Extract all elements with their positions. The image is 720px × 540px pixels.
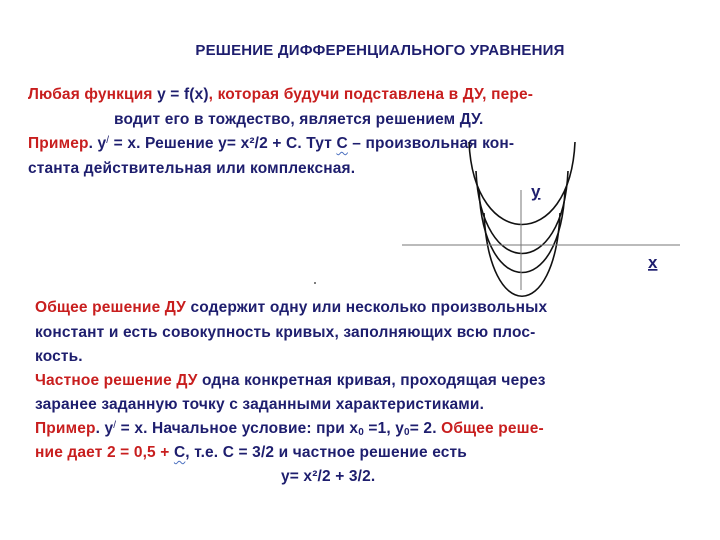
example2-prime: / (113, 420, 117, 431)
example2-general-term: Общее реше- (441, 420, 544, 437)
example2-constant: C (173, 444, 186, 461)
example1-label: Пример (28, 135, 89, 152)
example2-line-1 (35, 420, 544, 438)
parabola-curve-1 (469, 142, 575, 225)
example2-text-d: = 2. (409, 420, 442, 437)
example1-text-c: – произвольная кон- (347, 135, 515, 152)
example1-prime: / (106, 135, 110, 146)
example1-text-a: . y (88, 135, 107, 152)
example2-line-2-a: ние дает 2 = 0,5 + (35, 444, 174, 461)
definition-line-2: водит его в тождество, является решением ДУ. (114, 111, 484, 128)
example1-text-b: = x. Решение y= x²/2 + C. Тут (109, 135, 337, 152)
example2-label: Пример (35, 420, 96, 437)
example1-constant: C (336, 135, 348, 152)
x-axis-label: x (648, 253, 658, 272)
particular-term: Частное решение ДУ (35, 372, 198, 389)
general-term: Общее решение ДУ (35, 299, 186, 316)
example2-line-2 (35, 444, 467, 462)
definition-rest: , которая будучи подставлена в ДУ, пере- (208, 86, 534, 103)
example2-sub-x: 0 (358, 427, 364, 438)
page-title: РЕШЕНИЕ ДИФФЕРЕНЦИАЛЬНОГО УРАВНЕНИЯ (195, 42, 565, 59)
particular-text: одна конкретная кривая, проходящая через (197, 372, 546, 389)
example1-line-2: станта действительная или комплексная. (28, 160, 356, 177)
definition-lead: Любая функция (28, 86, 158, 103)
point-marker (314, 282, 316, 284)
general-line-3: кость. (35, 348, 83, 365)
particular-line-2: заранее заданную точку с заданными характеристиками. (35, 396, 485, 413)
parabola-curve-2 (476, 171, 568, 254)
definition-function: y = f(x) (157, 86, 209, 103)
parabola-family-icon (469, 142, 575, 296)
general-text: содержит одну или несколько произвольных (185, 299, 548, 316)
example2-text-c: =1, y (363, 420, 405, 437)
general-line-1 (35, 299, 547, 317)
example2-text-a: . y (95, 420, 114, 437)
particular-line-1 (35, 372, 546, 390)
example2-line-2-b: , т.е. C = 3/2 и частное решение есть (185, 444, 467, 461)
example2-sub-y: 0 (404, 427, 410, 438)
example2-text-b: = x. Начальное условие: при x (116, 420, 359, 437)
y-axis-label: y (531, 182, 541, 201)
general-line-2: констант и есть совокупность кривых, заполняющих всю плос- (35, 324, 536, 341)
example2-result: y= x²/2 + 3/2. (281, 468, 376, 485)
